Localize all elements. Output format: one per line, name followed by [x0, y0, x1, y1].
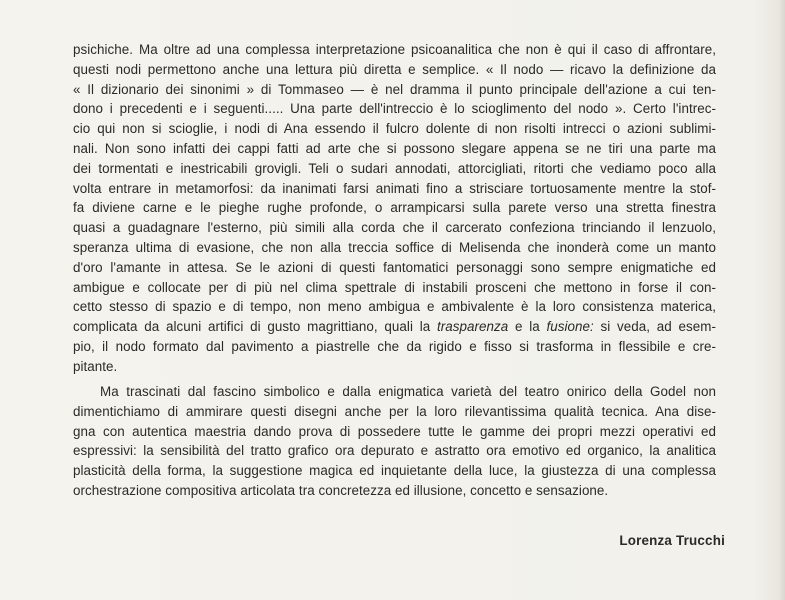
paragraph-1-line: quasi a guadagnare l'esterno, più simili alla corda che il carcerato confeziona trinciando il lenzuolo, [73, 220, 716, 236]
paragraph-2-line: gna con autentica maestria dando prova di possedere tutte le gamme dei propri mezzi operativi ed [73, 423, 716, 439]
paragraph-1-line: fa diviene carne e le pieghe rughe profonde, o arrampicarsi sulla parete verso una stretta finestra [73, 200, 716, 216]
paragraph-1-line: dono i precedenti e i seguenti..... Una parte dell'intreccio è lo scioglimento del nodo ». Certo l'intrec- [73, 101, 716, 117]
paragraph-1-line: cio qui non si scioglie, i nodi di Ana essendo il fulcro dolente di non risolti intrecci o azioni sublimi- [73, 121, 716, 137]
paragraph-1-line: nali. Non sono infatti dei cappi fatti ad arte che si possono slegare appena se ne tiri una parte ma [73, 140, 716, 156]
paragraph-2-first-line: Ma trascinati dal fascino simbolico e dalla enigmatica varietà del teatro onirico della Godel non [100, 384, 716, 399]
paragraph-1-line: « Il dizionario dei sinonimi » di Tommaseo — è nel dramma il punto principale dell'azione a cui ten- [73, 81, 716, 97]
italic-term-trasparenza: trasparenza [436, 319, 509, 335]
page-edge-shadow [779, 0, 785, 600]
paragraph-1-line-italic-terms [73, 317, 716, 337]
paragraph-2 [73, 382, 716, 501]
paragraph-1-line: speranza ultima di evasione, che non alla treccia soffice di Melisenda che inonderà come un manto [73, 239, 716, 255]
line-text: si veda, ad esem- [593, 319, 716, 335]
paragraph-1-line: dei tormentati e inestricabili grovigli. Teli o sudari annodati, attorcigliati, ritorti che vediamo poco alla [73, 160, 716, 176]
line-text: e la [508, 319, 547, 335]
paragraph-1-line: questi nodi permettono anche una lettura più diretta e semplice. « Il nodo — ricavo la definizione da [73, 61, 716, 77]
paragraph-2-line: dimentichiamo di ammirare questi disegni anche per la loro rilevantissima qualità tecnica. Ana dise- [73, 403, 716, 419]
italic-term-fusione: fusione: [546, 319, 594, 335]
paragraph-1 [73, 40, 716, 377]
paragraph-1-line: cetto stesso di spazio e di tempo, non meno ambigua e ambivalente è la loro consistenza materica, [73, 299, 716, 315]
paragraph-1-line: d'oro l'amante in attesa. Se le azioni di questi fantomatici personaggi sono sempre enigmatiche ed [73, 259, 716, 275]
paragraph-2-line: plasticità della forma, la suggestione magica ed inquietante della luce, la giustezza di una complessa [73, 463, 716, 479]
paragraph-2-last-line: orchestrazione compositiva articolata tra concretezza ed illusione, concetto e sensazione. [73, 482, 609, 498]
paragraph-1-line: volta entrare in metamorfosi: da inanimati farsi animati fino a strisciare tortuosamente mentre la stof- [73, 180, 716, 196]
paragraph-1-line: pio, il nodo formato dal pavimento a piastrelle che da rigido e fisso si trasforma in flessibile e cre- [73, 338, 716, 354]
paragraph-2-line: espressivi: la sensibilità del tratto grafico ora depurato e astratto ora emotivo ed organico, la analitica [73, 443, 716, 459]
paragraph-1-last-line: pitante. [73, 358, 118, 374]
paragraph-1-line: psichiche. Ma oltre ad una complessa interpretazione psicoanalitica che non è qui il caso di affrontare, [73, 42, 716, 57]
author-signature: Lorenza Trucchi [619, 533, 725, 548]
line-text: complicata da alcuni artifici di gusto magrittiano, quali la [73, 319, 437, 335]
paragraph-1-line: ambigue e collocate per di più nel clima spettrale di instabili prosceni che mettono in forse il con- [73, 279, 716, 295]
